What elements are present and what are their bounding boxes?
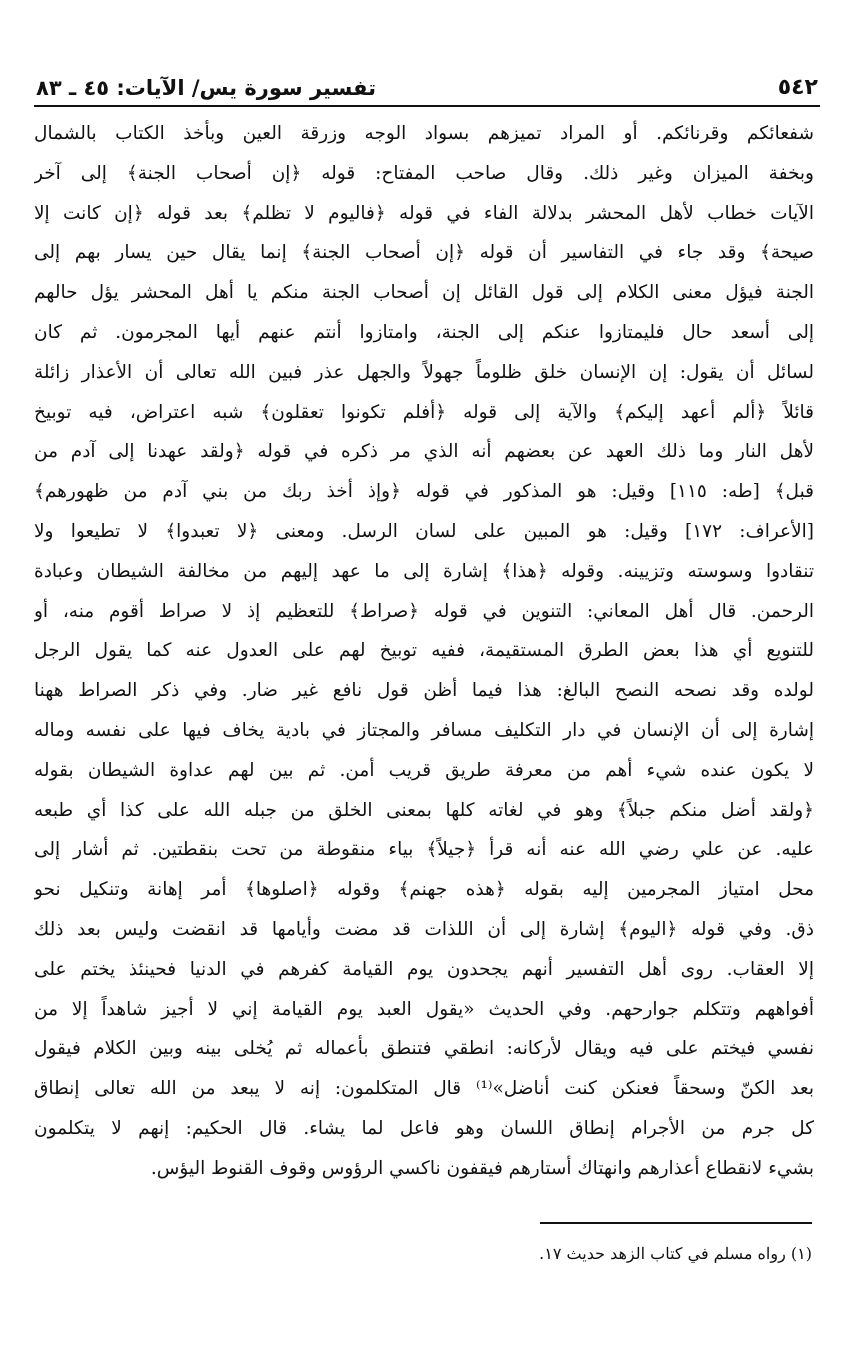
page-number: ٥٤٢ (777, 75, 818, 100)
text-line: ﴿ولقد أضل منكم جبلاً﴾ وهو في لغاته كلها بمعنى الخلق من جبله الله على كذا أي طبعه (34, 799, 814, 821)
text-line: قائلاً ﴿ألم أعهد إليكم﴾ والآية إلى قوله ﴿أفلم تكونوا تعقلون﴾ شبه اعتراض، فيه توبيخ (34, 401, 814, 423)
running-title: تفسير سورة يس/ الآيات: ٤٥ ـ ٨٣ (36, 76, 376, 100)
main-text (34, 114, 814, 1189)
text-line: للتنويع أي هذا بعض الطرق المستقيمة، ففيه توبيخ لهم على العدول عنه كما يقول الرجل (34, 640, 814, 662)
page-header (36, 66, 818, 100)
text-line: وبخفة الميزان وغير ذلك. وقال صاحب المفتاح: قوله ﴿إن أصحاب الجنة﴾ إلى آخر (34, 162, 814, 184)
text-line: شفعائكم وقرنائكم. أو المراد تميزهم بسواد الوجه وزرقة العين وبأخذ الكتاب بالشمال (34, 123, 814, 144)
text-line: صيحة﴾ وقد جاء في التفاسير أن قوله ﴿إن أصحاب الجنة﴾ إنما يقال حين يسار بهم إلى (34, 242, 814, 264)
text-line: نفسي فيختم على فيه ويقال لأركانه: انطقي فتنطق بأعماله ثم يُخلى بينه وبين الكلام فيقول (34, 1038, 814, 1060)
text-line: أفواههم وتتكلم جوارحهم. وفي الحديث «يقول العبد يوم القيامة إني لا أجيز شاهداً إلا من (34, 998, 814, 1020)
text-line: لولده وقد نصحه النصح البالغ: هذا فيما أظن قول نافع غير ضار. وفي ذكر الصراط ههنا (34, 680, 814, 702)
footnote: (١) رواه مسلم في كتاب الزهد حديث ١٧. (539, 1244, 812, 1263)
text-line: إلى أسعد حال فليمتازوا عنكم إلى الجنة، وامتازوا أنتم عنهم أيها المجرمون. ثم كان (34, 321, 814, 343)
text-line: عليه. عن علي رضي الله عنه أنه قرأ ﴿جيلاً﴾ بياء منقوطة من تحت بنقطتين. ثم أشار إلى (34, 839, 814, 861)
text-line: قبل﴾ [طه: ١١٥] وقيل: هو المذكور في قوله ﴿وإذ أخذ ربك من بني آدم من ظهورهم﴾ (34, 481, 814, 503)
text-line: الرحمن. قال أهل المعاني: التنوين في قوله ﴿صراط﴾ للتعظيم إذ لا صراط أقوم منه، أو (34, 600, 814, 622)
text-line: لسائل أن يقول: إن الإنسان خلق ظلوماً جهولاً والجهل عذر فبين الله تعالى أن الأعذار زائلة (34, 361, 814, 383)
text-line: بعد الكنّ وسحقاً فعنكن كنت أناضل»⁽¹⁾ قال المتكلمون: إنه لا يبعد من الله تعالى إنطاق (34, 1078, 814, 1100)
text-line: [الأعراف: ١٧٢] وقيل: هو المبين على لسان الرسل. ومعنى ﴿لا تعبدوا﴾ لا تطيعوا ولا (34, 520, 814, 542)
text-line: الجنة فيؤل معنى الكلام إلى قول القائل إن أصحاب الجنة منكم يا أهل المحشر يؤل حالهم (34, 282, 814, 304)
text-line: بشيء لانقطاع أعذارهم وانهتاك أستارهم فيقفون ناكسي الرؤوس وقوف القنوط اليؤس. (150, 1157, 814, 1179)
text-line: لأهل النار وما ذلك العهد عن بعضهم أنه الذي مر ذكره في قوله ﴿ولقد عهدنا إلى آدم من (34, 441, 814, 463)
text-line: إلا العقاب. روى أهل التفسير أنهم يجحدون يوم القيامة كفرهم في الدنيا فحينئذ يختم على (34, 958, 814, 980)
text-line: إشارة إلى أن الإنسان في دار التكليف مسافر والمجتاز في بادية يخاف فيها على نفسه وماله (34, 719, 814, 741)
footnote-divider (540, 1222, 812, 1224)
text-line: الآيات خطاب لأهل المحشر بدلالة الفاء في قوله ﴿فاليوم لا تظلم﴾ بعد قوله ﴿إن كانت إلا (34, 202, 814, 224)
text-line: تنقادوا وسوسته وتزيينه. وقوله ﴿هذا﴾ إشارة إلى ما عهد إليهم من مخالفة الشيطان وعبادة (34, 560, 814, 582)
text-line: ذق. وفي قوله ﴿اليوم﴾ إشارة إلى أن اللذات قد مضت وأيامها قد انقضت وليس بعد ذلك (34, 918, 814, 940)
text-line: كل جرم من الأجرام إنطاق اللسان وهو فاعل لما يشاء. قال الحكيم: إنهم لا يتكلمون (34, 1117, 814, 1139)
header-divider (34, 105, 820, 107)
text-line: لا يكون عنده شيء أهم من معرفة طريق قريب أمن. ثم بين لهم عداوة الشيطان بقوله (34, 759, 814, 781)
text-line: محل امتياز المجرمين إليه بقوله ﴿هذه جهنم﴾ وقوله ﴿اصلوها﴾ أمر إهانة وتنكيل نحو (34, 879, 814, 901)
